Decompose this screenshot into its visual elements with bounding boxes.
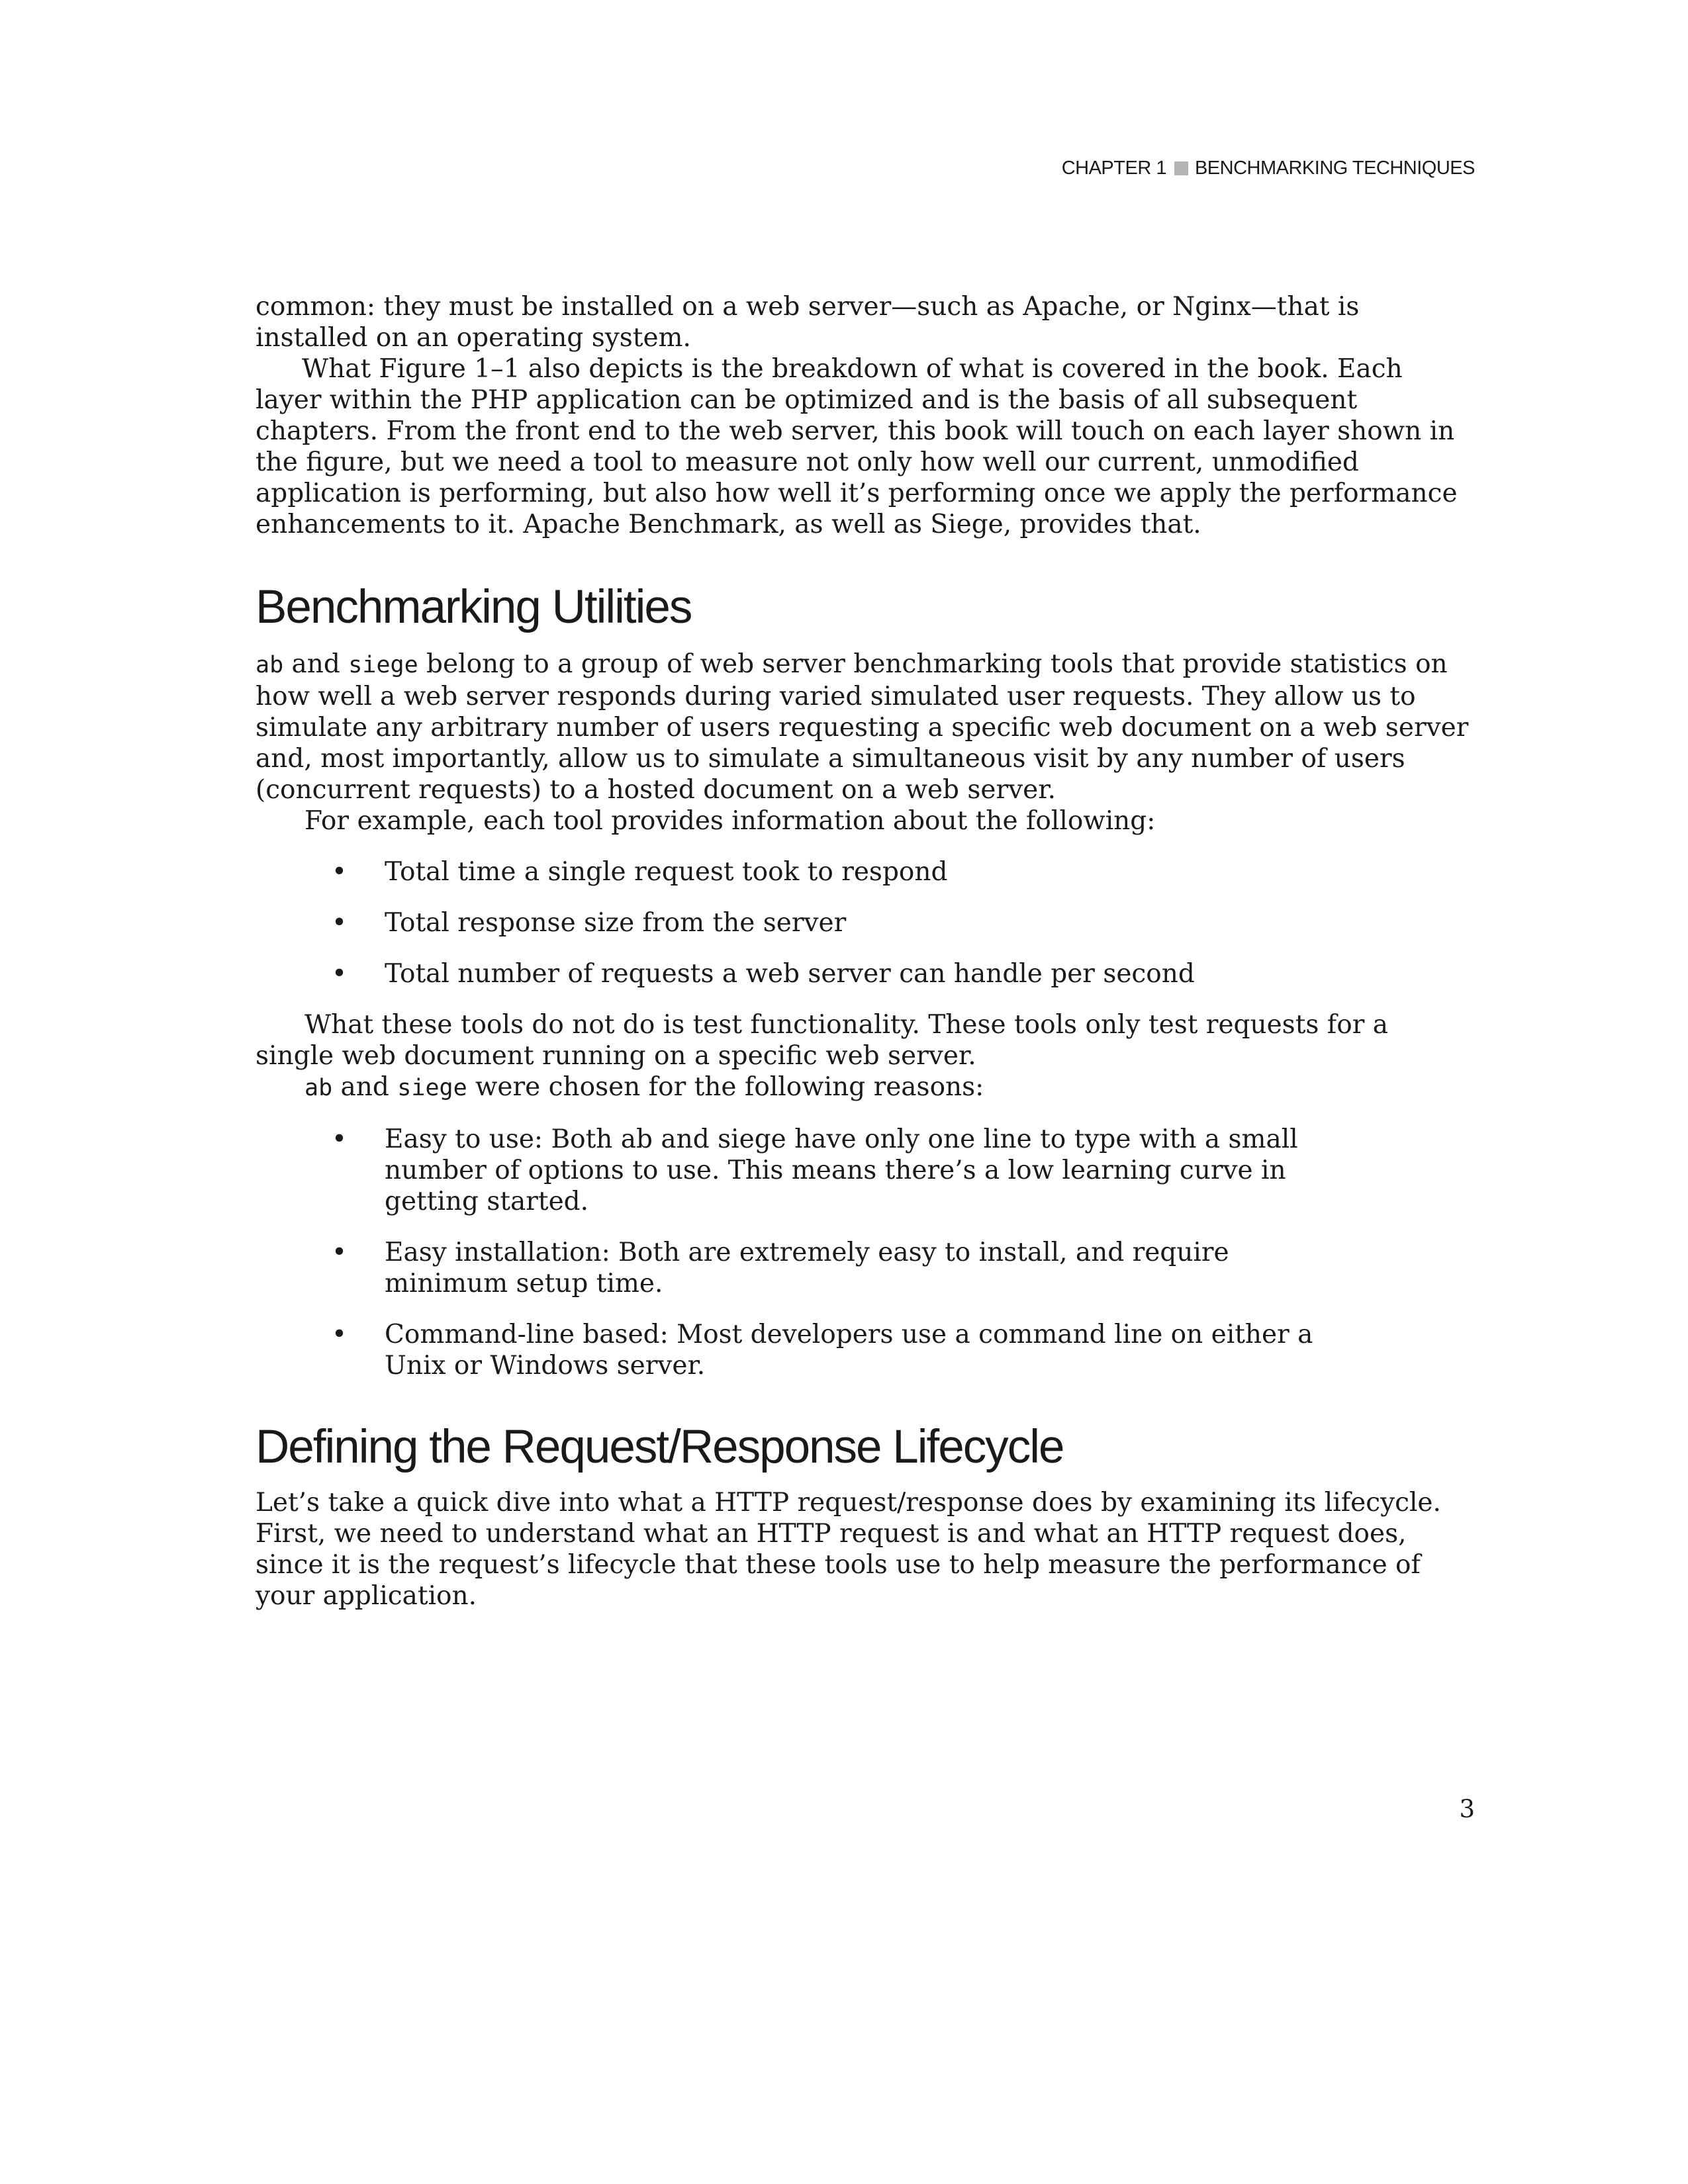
header-title: BENCHMARKING TECHNIQUES (1194, 158, 1475, 179)
bullet-icon: • (332, 908, 348, 938)
bullet-icon: • (332, 1124, 348, 1154)
page-body (256, 291, 1474, 1612)
list-item: • Total time a single request took to respond (332, 857, 948, 887)
bullet-icon: • (332, 959, 348, 989)
section1-paragraph-4: ab and siege were chosen for the following reasons: (305, 1072, 984, 1102)
inline-code-ab: ab (256, 652, 284, 678)
list-item: • Easy to use: Both ab and siege have only one line to type with a small number of options to use. This means there’s a low learning curve in getting started. (332, 1124, 1298, 1216)
header-chapter: CHAPTER 1 (1061, 158, 1166, 179)
section1-paragraph-1: ab and siege belong to a group of web server benchmarking tools that provide statistics on how well a web server responds during varied simulated user requests. They allow us to simulate any arbitrary number of users requesting a specific web document on a web server and, most importantly, allow us to simulate a simultaneous visit by any number of users (concurrent requests) to a hosted document on a web server. (256, 649, 1469, 805)
inline-code-siege: siege (397, 1075, 467, 1101)
bullet-list-tool-info (256, 856, 1474, 989)
list-item: • Easy installation: Both are extremely easy to install, and require minimum setup time. (332, 1238, 1229, 1298)
bullet-icon: • (332, 1238, 348, 1267)
list-item: • Total response size from the server (332, 908, 847, 938)
intro-paragraph-1: common: they must be installed on a web server—such as Apache, or Nginx—that is installed on an operating system. (256, 292, 1360, 353)
section1-paragraph-2: For example, each tool provides information about the following: (305, 806, 1156, 836)
list-item: • Command-line based: Most developers use a command line on either a Unix or Windows server. (332, 1320, 1313, 1381)
bullet-icon: • (332, 857, 348, 887)
section-heading-request-response-lifecycle: Defining the Request/Response Lifecycle (256, 1421, 1064, 1473)
intro-paragraph-2: What Figure 1–1 also depicts is the breakdown of what is covered in the book. Each layer within the PHP application can be optimized and is the basis of all subsequent chapters. From the front end to the web server, this book will touch on each layer shown in the figure, but we need a tool to measure not only how well our current, unmodified application is performing, but also how well it’s performing once we apply the performance enhancements to it. Apache Benchmark, as well as Siege, provides that. (256, 354, 1458, 539)
inline-code-siege: siege (348, 652, 418, 678)
section1-paragraph-3: What these tools do not do is test functionality. These tools only test requests for a single web document running on a specific web server. (256, 1010, 1388, 1071)
list-item: • Total number of requests a web server can handle per second (332, 959, 1195, 989)
section-heading-benchmarking-utilities: Benchmarking Utilities (256, 581, 692, 633)
running-header (1062, 158, 1475, 179)
section2-paragraph-1: Let’s take a quick dive into what a HTTP request/response does by examining its lifecycle. First, we need to understand what an HTTP request is and what an HTTP request does, since it is the request’s lifecycle that these tools use to help measure the performance of your application. (256, 1488, 1441, 1611)
page-number: 3 (1459, 1795, 1475, 1823)
inline-code-ab: ab (305, 1075, 333, 1101)
header-separator-square (1174, 161, 1188, 175)
bullet-icon: • (332, 1320, 348, 1349)
bullet-list-reasons (256, 1124, 1474, 1381)
